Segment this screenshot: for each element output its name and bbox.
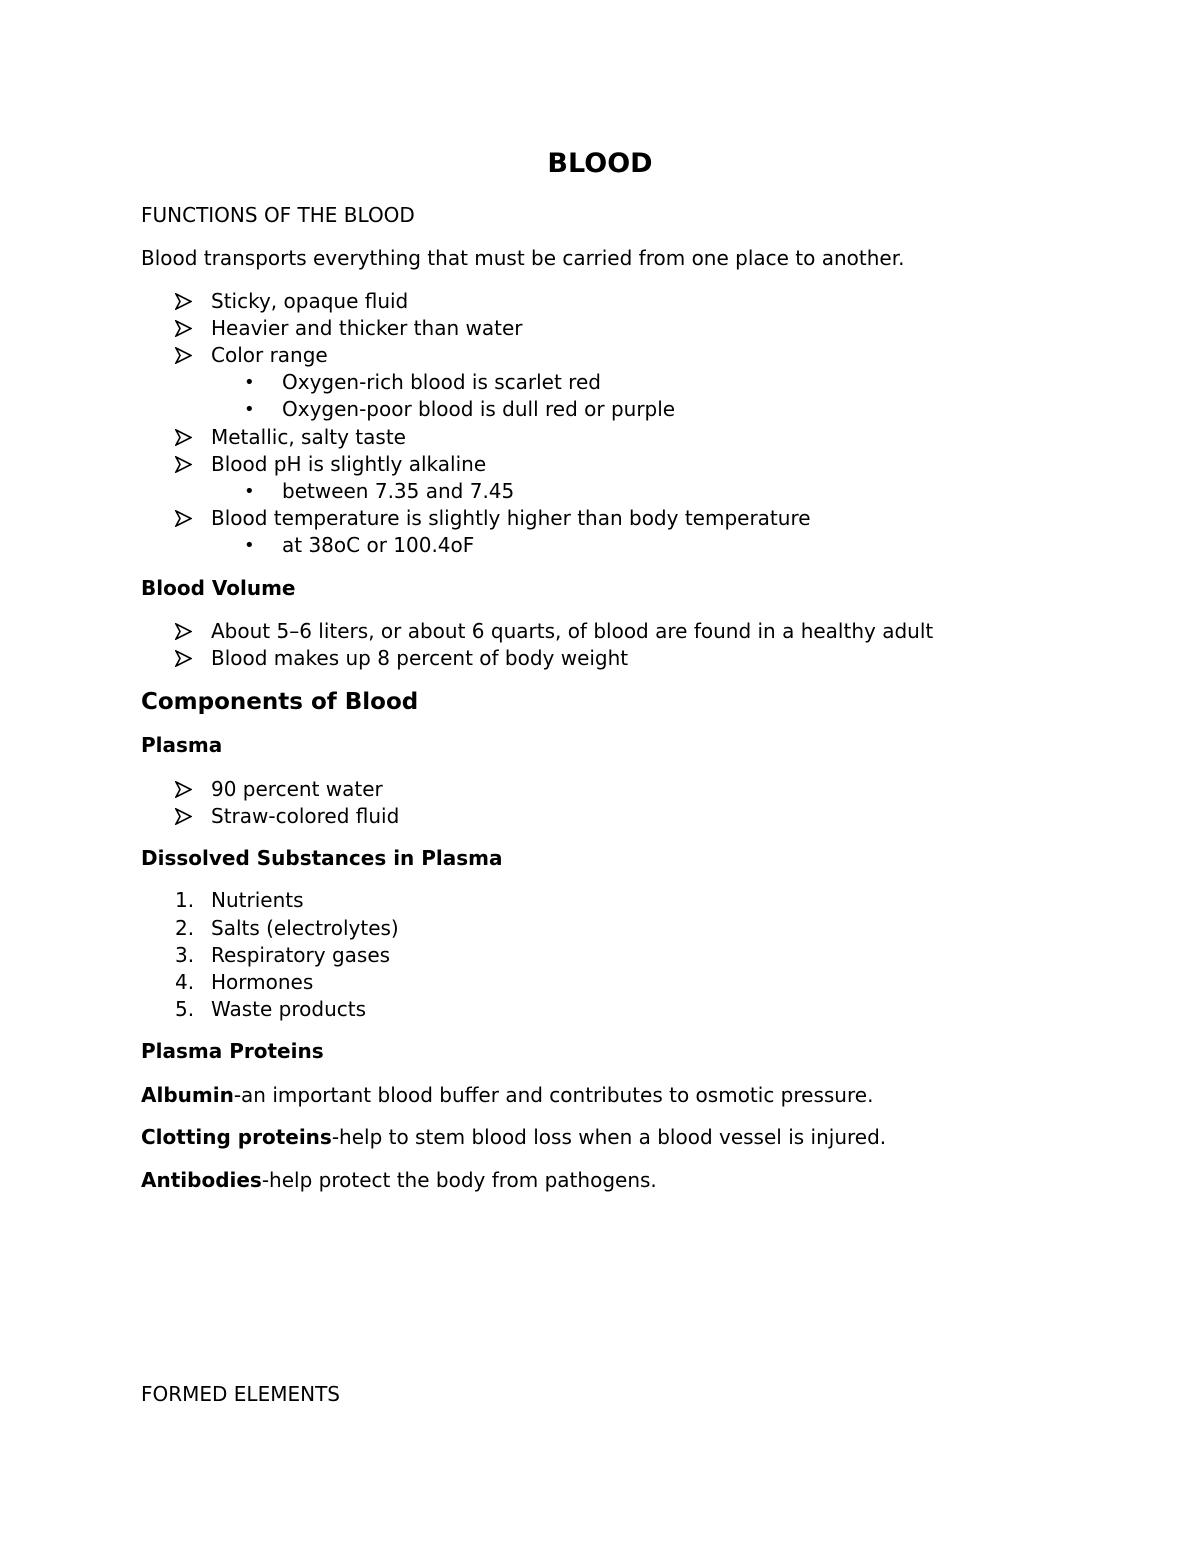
protein-desc: -an important blood buffer and contributes to osmotic pressure. [233,1083,874,1107]
arrowhead-bullet-icon [175,803,205,825]
sub-list-item: at 38oC or 100.4oF [282,533,475,557]
list-item: Blood temperature is slightly higher than body temperature [211,506,811,530]
bullet-dot: • [244,372,255,393]
formed-elements-heading: FORMED ELEMENTS [141,1382,340,1406]
list-item: Blood makes up 8 percent of body weight [211,646,629,670]
volume-heading: Blood Volume [141,576,296,600]
list-number: 4. [175,970,195,994]
protein-desc: -help protect the body from pathogens. [261,1168,657,1192]
sub-list-item: between 7.35 and 7.45 [282,479,515,503]
protein-term: Clotting proteins [141,1125,332,1149]
bullet-dot: • [244,481,255,502]
protein-definition [141,1167,657,1194]
list-item: Blood pH is slightly alkaline [211,452,487,476]
list-item: Straw-colored fluid [211,804,400,828]
components-heading: Components of Blood [141,689,419,715]
protein-term: Antibodies [141,1168,262,1192]
proteins-heading: Plasma Proteins [141,1039,324,1063]
list-number: 3. [175,943,195,967]
arrowhead-bullet-icon [175,342,205,364]
list-item: Metallic, salty taste [211,425,406,449]
sub-list-item: Oxygen-poor blood is dull red or purple [282,397,676,421]
plasma-heading: Plasma [141,733,223,757]
dissolved-heading: Dissolved Substances in Plasma [141,846,503,870]
arrowhead-bullet-icon [175,315,205,337]
page-title: BLOOD [547,148,653,179]
arrowhead-bullet-icon [175,288,205,310]
bullet-dot: • [244,399,255,420]
arrowhead-bullet-icon [175,505,205,527]
list-item: Color range [211,343,328,367]
arrowhead-bullet-icon [175,776,205,798]
protein-definition [141,1124,886,1151]
list-number: 2. [175,916,195,940]
arrowhead-bullet-icon [175,618,205,640]
arrowhead-bullet-icon [175,451,205,473]
arrowhead-bullet-icon [175,645,205,667]
list-item: Heavier and thicker than water [211,316,523,340]
protein-definition [141,1082,873,1109]
numbered-item: Hormones [211,970,314,994]
numbered-item: Salts (electrolytes) [211,916,399,940]
functions-heading: FUNCTIONS OF THE BLOOD [141,203,415,227]
numbered-item: Respiratory gases [211,943,391,967]
list-number: 5. [175,997,195,1021]
bullet-dot: • [244,535,255,556]
list-item: About 5–6 liters, or about 6 quarts, of blood are found in a healthy adult [211,619,934,643]
list-item: 90 percent water [211,777,383,801]
protein-desc: -help to stem blood loss when a blood vessel is injured. [331,1125,887,1149]
list-item: Sticky, opaque fluid [211,289,409,313]
arrowhead-bullet-icon [175,424,205,446]
numbered-item: Waste products [211,997,367,1021]
sub-list-item: Oxygen-rich blood is scarlet red [282,370,601,394]
functions-intro: Blood transports everything that must be carried from one place to another. [141,246,905,270]
numbered-item: Nutrients [211,888,304,912]
protein-term: Albumin [141,1083,234,1107]
list-number: 1. [175,888,195,912]
